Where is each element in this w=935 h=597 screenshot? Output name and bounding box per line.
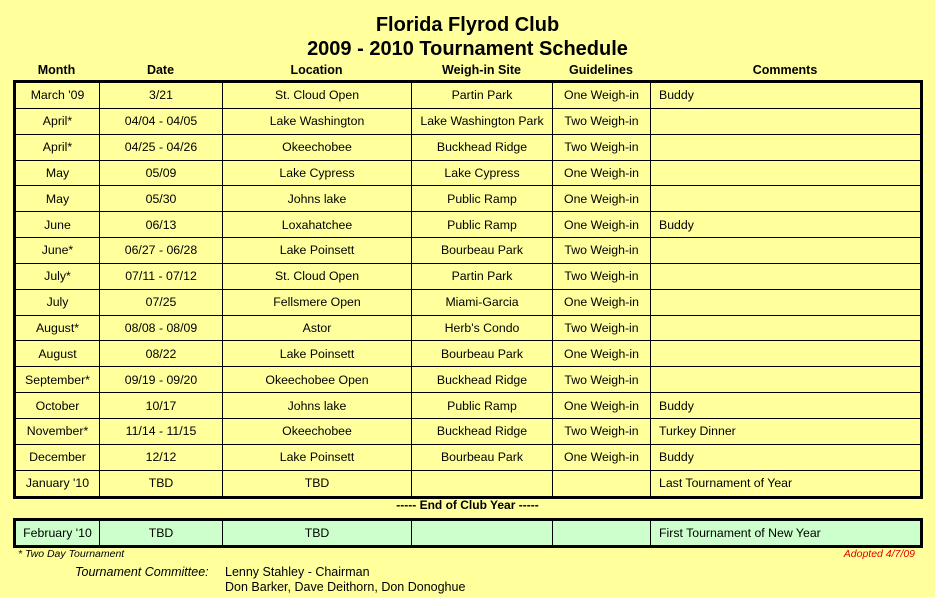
cell-comments <box>651 341 922 367</box>
cell-location: Lake Poinsett <box>223 238 412 264</box>
cell-month: January '10 <box>15 470 100 497</box>
cell-comments: Buddy <box>651 82 922 109</box>
cell-date: 10/17 <box>100 393 223 419</box>
cell-comments <box>651 134 922 160</box>
cell-weigh-in-site: Partin Park <box>412 263 553 289</box>
page-subtitle: 2009 - 2010 Tournament Schedule <box>307 38 628 60</box>
cell-weigh-in-site: Lake Washington Park <box>412 108 553 134</box>
cell-weigh-in-site: Bourbeau Park <box>412 444 553 470</box>
page-title: Florida Flyrod Club <box>375 14 560 36</box>
cell-date: 3/21 <box>100 82 223 109</box>
next-year-table <box>13 518 923 548</box>
cell-location: Johns lake <box>223 393 412 419</box>
cell-comments: First Tournament of New Year <box>651 520 922 547</box>
cell-date: 09/19 - 09/20 <box>100 367 223 393</box>
cell-comments <box>651 186 922 212</box>
cell-location: Okeechobee <box>223 134 412 160</box>
cell-location: St. Cloud Open <box>223 82 412 109</box>
cell-location: TBD <box>223 520 412 547</box>
cell-weigh-in-site: Buckhead Ridge <box>412 418 553 444</box>
cell-weigh-in-site <box>412 520 553 547</box>
cell-comments <box>651 160 922 186</box>
cell-date: 05/09 <box>100 160 223 186</box>
cell-weigh-in-site: Bourbeau Park <box>412 238 553 264</box>
cell-weigh-in-site: Miami-Garcia <box>412 289 553 315</box>
table-row <box>15 212 922 238</box>
table-row <box>15 238 922 264</box>
table-row <box>15 520 922 547</box>
cell-date: 12/12 <box>100 444 223 470</box>
cell-month: April* <box>15 108 100 134</box>
cell-weigh-in-site: Lake Cypress <box>412 160 553 186</box>
cell-weigh-in-site <box>412 470 553 497</box>
header-month: Month <box>37 63 76 77</box>
cell-comments: Buddy <box>651 393 922 419</box>
cell-comments <box>651 263 922 289</box>
cell-month: December <box>15 444 100 470</box>
cell-location: Lake Cypress <box>223 160 412 186</box>
cell-location: Okeechobee <box>223 418 412 444</box>
cell-month: June* <box>15 238 100 264</box>
schedule-table <box>13 80 923 499</box>
cell-location: Lake Poinsett <box>223 341 412 367</box>
cell-date: 11/14 - 11/15 <box>100 418 223 444</box>
cell-location: Lake Poinsett <box>223 444 412 470</box>
cell-guidelines: One Weigh-in <box>553 82 651 109</box>
adopted-date: Adopted 4/7/09 <box>843 548 915 560</box>
cell-month: August <box>15 341 100 367</box>
table-row <box>15 186 922 212</box>
cell-comments: Buddy <box>651 444 922 470</box>
cell-month: October <box>15 393 100 419</box>
header-location: Location <box>290 63 343 77</box>
table-row <box>15 470 922 497</box>
table-row <box>15 315 922 341</box>
cell-comments <box>651 367 922 393</box>
cell-comments <box>651 238 922 264</box>
table-row <box>15 108 922 134</box>
cell-comments <box>651 289 922 315</box>
cell-month: May <box>15 160 100 186</box>
cell-guidelines: One Weigh-in <box>553 289 651 315</box>
cell-guidelines: Two Weigh-in <box>553 238 651 264</box>
cell-guidelines: Two Weigh-in <box>553 134 651 160</box>
header-weigh-in-site: Weigh-in Site <box>442 63 521 77</box>
cell-month: May <box>15 186 100 212</box>
cell-date: 06/27 - 06/28 <box>100 238 223 264</box>
cell-guidelines: One Weigh-in <box>553 186 651 212</box>
cell-weigh-in-site: Partin Park <box>412 82 553 109</box>
cell-month: April* <box>15 134 100 160</box>
cell-guidelines: One Weigh-in <box>553 160 651 186</box>
header-date: Date <box>146 63 175 77</box>
cell-month: November* <box>15 418 100 444</box>
cell-location: St. Cloud Open <box>223 263 412 289</box>
table-row <box>15 367 922 393</box>
committee-label: Tournament Committee: <box>75 565 209 579</box>
cell-weigh-in-site: Buckhead Ridge <box>412 134 553 160</box>
cell-guidelines: One Weigh-in <box>553 393 651 419</box>
cell-weigh-in-site: Public Ramp <box>412 186 553 212</box>
cell-location: Loxahatchee <box>223 212 412 238</box>
cell-guidelines: Two Weigh-in <box>553 108 651 134</box>
cell-location: Fellsmere Open <box>223 289 412 315</box>
cell-location: Okeechobee Open <box>223 367 412 393</box>
cell-weigh-in-site: Public Ramp <box>412 212 553 238</box>
cell-date: 04/25 - 04/26 <box>100 134 223 160</box>
table-row <box>15 289 922 315</box>
table-row <box>15 393 922 419</box>
cell-comments: Last Tournament of Year <box>651 470 922 497</box>
cell-weigh-in-site: Bourbeau Park <box>412 341 553 367</box>
table-row <box>15 82 922 109</box>
cell-guidelines: One Weigh-in <box>553 444 651 470</box>
cell-location: Lake Washington <box>223 108 412 134</box>
header-comments: Comments <box>752 63 818 77</box>
cell-guidelines: One Weigh-in <box>553 212 651 238</box>
cell-date: TBD <box>100 470 223 497</box>
cell-month: March '09 <box>15 82 100 109</box>
cell-month: February '10 <box>15 520 100 547</box>
cell-weigh-in-site: Herb's Condo <box>412 315 553 341</box>
cell-date: 07/11 - 07/12 <box>100 263 223 289</box>
cell-month: September* <box>15 367 100 393</box>
cell-date: 05/30 <box>100 186 223 212</box>
header-guidelines: Guidelines <box>569 63 633 77</box>
table-row <box>15 341 922 367</box>
table-row <box>15 263 922 289</box>
cell-comments: Turkey Dinner <box>651 418 922 444</box>
cell-weigh-in-site: Buckhead Ridge <box>412 367 553 393</box>
cell-month: June <box>15 212 100 238</box>
footnote: * Two Day Tournament <box>18 548 125 560</box>
cell-comments <box>651 315 922 341</box>
table-row <box>15 418 922 444</box>
cell-comments <box>651 108 922 134</box>
end-of-club-year: ----- End of Club Year ----- <box>396 498 539 512</box>
cell-date: 08/08 - 08/09 <box>100 315 223 341</box>
cell-guidelines: Two Weigh-in <box>553 418 651 444</box>
table-row <box>15 134 922 160</box>
table-row <box>15 160 922 186</box>
committee-chair: Lenny Stahley - Chairman <box>225 565 370 579</box>
cell-date: TBD <box>100 520 223 547</box>
cell-guidelines: One Weigh-in <box>553 341 651 367</box>
cell-guidelines <box>553 470 651 497</box>
committee-members: Don Barker, Dave Deithorn, Don Donoghue <box>225 580 466 594</box>
cell-month: July* <box>15 263 100 289</box>
cell-guidelines: Two Weigh-in <box>553 367 651 393</box>
cell-month: July <box>15 289 100 315</box>
cell-location: Astor <box>223 315 412 341</box>
cell-date: 04/04 - 04/05 <box>100 108 223 134</box>
cell-comments: Buddy <box>651 212 922 238</box>
cell-weigh-in-site: Public Ramp <box>412 393 553 419</box>
cell-date: 06/13 <box>100 212 223 238</box>
cell-guidelines: Two Weigh-in <box>553 315 651 341</box>
cell-location: TBD <box>223 470 412 497</box>
cell-guidelines: Two Weigh-in <box>553 263 651 289</box>
table-row <box>15 444 922 470</box>
cell-date: 08/22 <box>100 341 223 367</box>
cell-month: August* <box>15 315 100 341</box>
cell-location: Johns lake <box>223 186 412 212</box>
cell-date: 07/25 <box>100 289 223 315</box>
cell-guidelines <box>553 520 651 547</box>
